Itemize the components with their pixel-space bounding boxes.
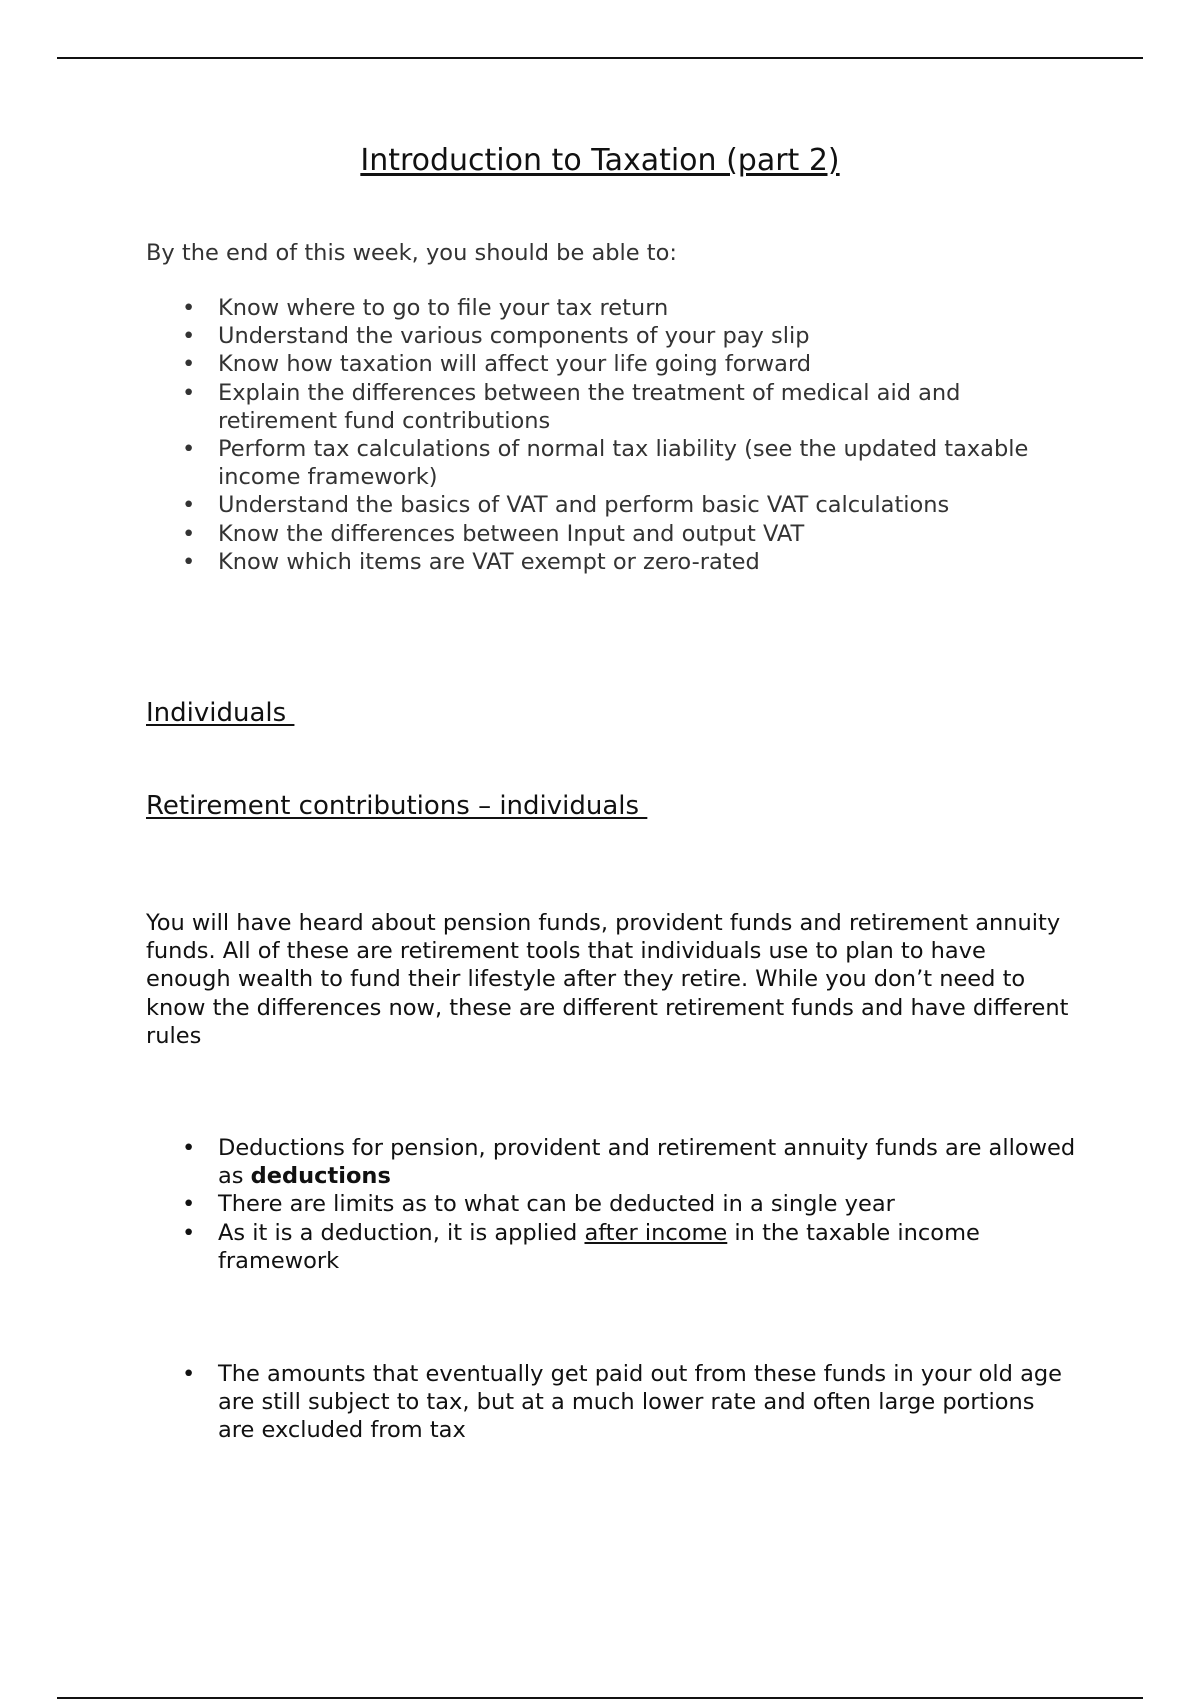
bullet-icon: • xyxy=(182,520,196,547)
top-rule xyxy=(57,57,1143,59)
bold-term: deductions xyxy=(250,1163,391,1190)
intro-text: By the end of this week, you should be able to: xyxy=(146,240,677,266)
list-item: • Know where to go to file your tax return xyxy=(182,295,669,321)
bullet-icon: • xyxy=(182,1191,196,1218)
objectives-list xyxy=(146,294,1076,576)
list-item: • As it is a deduction, it is applied after income in the taxable income framework xyxy=(182,1219,980,1274)
document-title: Introduction to Taxation (part 2) xyxy=(360,143,840,178)
bullet-icon: • xyxy=(182,351,196,378)
bullet-icon: • xyxy=(182,323,196,350)
underlined-term: after income xyxy=(584,1219,728,1246)
bullet-icon: • xyxy=(182,379,196,406)
list-item: • Know how taxation will affect your life going forward xyxy=(182,351,812,378)
list-item: • Know the differences between Input and output VAT xyxy=(182,520,805,547)
list-item: • Know which items are VAT exempt or zero-rated xyxy=(182,548,760,575)
list-item: • Understand the basics of VAT and perform basic VAT calculations xyxy=(182,492,950,519)
list-item: • Explain the differences between the treatment of medical aid and retirement fund contributions xyxy=(182,379,961,434)
deduction-rules-list xyxy=(146,1134,1076,1275)
bullet-icon: • xyxy=(182,1219,196,1246)
retirement-funds-paragraph: You will have heard about pension funds, provident funds and retirement annuity funds. All of these are retirement tools that individuals use to plan to have enough wealth to fund their lifestyle after they retire. While you don’t need to know the differences now, these are different retirement funds and have different rules xyxy=(146,910,1069,1049)
bullet-icon: • xyxy=(182,548,196,575)
list-item: • Understand the various components of your pay slip xyxy=(182,323,810,350)
bottom-rule xyxy=(57,1697,1143,1699)
bullet-icon: • xyxy=(182,295,196,321)
bullet-icon: • xyxy=(182,1361,196,1387)
bullet-icon: • xyxy=(182,436,196,463)
bullet-icon: • xyxy=(182,1135,196,1161)
list-item: • There are limits as to what can be deducted in a single year xyxy=(182,1191,895,1218)
payout-rules-list xyxy=(146,1360,1076,1445)
list-item: • Deductions for pension, provident and retirement annuity funds are allowed as deductions xyxy=(182,1135,1076,1190)
list-item: • Perform tax calculations of normal tax liability (see the updated taxable income framework) xyxy=(182,436,1029,491)
subsection-heading-retirement: Retirement contributions – individuals xyxy=(146,791,648,821)
bullet-icon: • xyxy=(182,492,196,519)
list-item: • The amounts that eventually get paid out from these funds in your old age are still subject to tax, but at a much lower rate and often large portions are excluded from tax xyxy=(182,1361,1063,1444)
section-heading-individuals: Individuals xyxy=(146,698,295,728)
